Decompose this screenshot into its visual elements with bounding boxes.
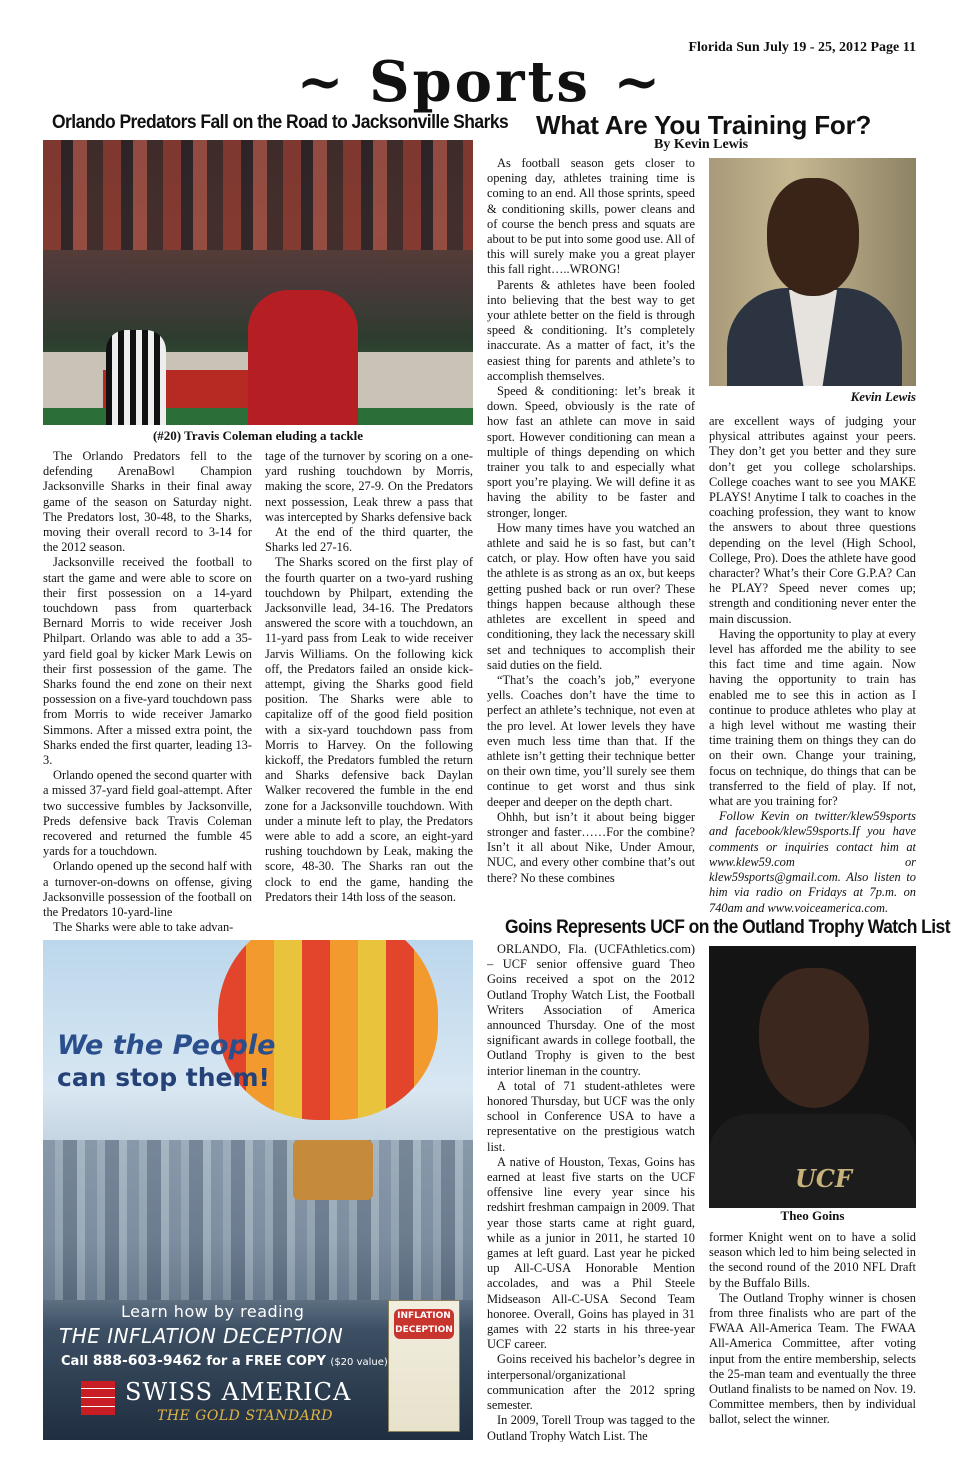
paragraph: tage of the turnover by scoring on a one-yard rushing touchdown by Morris, making the score, 27-9. On the Predators next possession, Leak threw a pass that was intercepted by Sharks defensive back bbox=[265, 449, 473, 524]
article-headline-predators: Orlando Predators Fall on the Road to Jacksonville Sharks bbox=[52, 112, 509, 133]
paragraph: As football season gets closer to opening day, athletes training time is coming to an end. All those sprints, speed & conditioning skills, power cleans and of course the bench press and squats are about to be put into some good use. All of this will surely make you a great player this fall right…..WRONG! bbox=[487, 156, 695, 277]
paragraph: The Orlando Predators fell to the defending ArenaBowl Champion Jacksonville Sharks in their final away game of the season on Saturday night. The Predators lost, 30-48, to the Sharks, moving their overall record to 3-14 for the 2012 season. bbox=[43, 449, 252, 555]
city-skyline-graphic bbox=[43, 1140, 473, 1300]
paragraph: Parents & athletes have been fooled into believing that the best way to get your athlete better on the field is through speed & conditioning. It’s completely inaccurate. As a matter of fact, it’s the easiest thing for parents and athlete’s to accomplish themselves. bbox=[487, 277, 695, 383]
paragraph: “That’s the coach’s job,” everyone yells. Coaches don’t have the time to perfect an athlete’s technique, not even at the pro level. At lower levels they have even much less time than that. If the athlete isn’t getting their technique better on their own time, you’ll surely see them continue to get worst and thus sink deeper and deeper on the depth chart. bbox=[487, 672, 695, 809]
paragraph: Ohhh, but isn’t it about being bigger stronger and faster……For the combine? Isn’t it all about Nike, Under Amour, NUC, and every other combine that’s out there? No these combines bbox=[487, 809, 695, 885]
ad-call-line bbox=[61, 1353, 388, 1369]
football-action-photo bbox=[43, 140, 473, 425]
ad-call-prefix: Call bbox=[61, 1354, 89, 1369]
article-headline-training: What Are You Training For? bbox=[536, 110, 872, 140]
paragraph: A native of Houston, Texas, Goins has earned at least five starts on the UCF offensive line every year since his redshirt freshman campaign in 2009. That year those starts came at right guard, while as a junior in 2011, he started 10 games at left guard. Last year he picked up All-C-USA Honorable Mention accolades, and was a Phil Steele Midseason All-C-USA Second Team honoree. Overall, Goins has played in 31 games with 22 starts in his three-year UCF career. bbox=[487, 1154, 695, 1352]
paragraph: Goins received his bachelor’s degree in interpersonal/organizational communication after the 2012 spring semester. bbox=[487, 1352, 695, 1413]
paragraph: A total of 71 student-athletes were honored Thursday, but UCF was the only school in Conference USA to have a representative on the prestigious watch list. bbox=[487, 1078, 695, 1154]
paragraph: are excellent ways of judging your physical attributes against your peers. They don’t get you better and they sure don’t get you college scholarships. College coaches want to see you MAKE PLAYS! Anytime I talk to coaches in the coaching profession, they want to know the answers to about three questions depending on the level (High School, College, Pro). Does the athlete have good character? What’s their Core G.P.A? Can he PLAY? Speed never comes up; strength and conditioning never enter the main discussion. bbox=[709, 414, 916, 626]
ball-carrier-figure bbox=[248, 290, 358, 425]
ad-book-title: THE INFLATION DECEPTION bbox=[59, 1324, 344, 1348]
paragraph: The Sharks scored on the first play of the fourth quarter on a two-yard rushing touchdown by Philpart, extending the Jacksonville lead, 34-16. The Predators answered the score with a touchdown, an 11-yard pass from Leak to wide receiver Jarvis Williams. On the following kick off, the Predators failed an onside kick-attempt, giving the Sharks good field position. The Sharks were able to capitalize off of the good field position with a six-yard touchdown pass from Morris to Harvey. On the following kickoff, the Predators fumbled the return and Sharks defensive back Daylan Walker recovered the fumble in the end zone for a Jacksonville touchdown. With under a minute left to play, the Predators were able to add a score, an eight-yard rushing touchdown by Leak, making the score, 48-30. The Sharks ran out the clock to end the game, handing the Predators their 14th loss of the season. bbox=[265, 555, 473, 904]
paragraph: Jacksonville received the football to start the game and were able to score on their first possession on a 14-yard touchdown pass from quarterback Bernard Morris to wide receiver Josh Philpart. Orlando was able to add a 35-yard field goal by kicker Mark Lewis on their first possession of the game. The Sharks found the end zone on their next possession on a five-yard touchdown pass from Morris to wide receiver Jamarko Simmons. After a missed extra point, the Sharks ended the first quarter, leading 13-3. bbox=[43, 555, 252, 768]
ad-slogan-line1: We the People bbox=[57, 1030, 276, 1061]
paragraph: Orlando opened the second quarter with a missed 37-yard field goal-attempt. After two successive fumbles by Jacksonville, Preds defensive back Travis Coleman recovered and returned the fumble 45 yards for a touchdown. bbox=[43, 768, 252, 859]
ad-company-logo: SWISS AMERICA bbox=[125, 1378, 352, 1406]
kevin-lewis-portrait bbox=[709, 158, 916, 386]
photo-caption-kevin: Kevin Lewis bbox=[850, 389, 916, 404]
paragraph: Orlando opened up the second half with a turnover-on-downs on offense, giving Jacksonville possession of the football on the Predators 10-yard-line bbox=[43, 859, 252, 920]
paragraph: Speed & conditioning: let’s break it down. Speed, obviously is the rate of how fast an athlete can move in said sport. However conditioning can mean a multiple of things depending on which trainer you talk to and especially what sport you’re playing. We will define it as having the ability to be faster and stronger, longer. bbox=[487, 384, 695, 520]
swiss-flag-icon bbox=[81, 1381, 115, 1415]
article-byline: By Kevin Lewis bbox=[654, 137, 749, 152]
ad-slogan-line2: can stop them! bbox=[57, 1063, 270, 1092]
paragraph: former Knight went on to have a solid season which led to him being selected in the second round of the 2010 NFL Draft by the Buffalo Bills. bbox=[709, 1230, 916, 1290]
ad-value-note: ($20 value) bbox=[330, 1357, 388, 1368]
section-masthead: ~ Sports ~ bbox=[296, 49, 664, 115]
paragraph: The Sharks were able to take advan- bbox=[53, 920, 234, 935]
article1-column2 bbox=[265, 449, 473, 937]
balloon-basket-graphic bbox=[293, 1140, 373, 1200]
referee-figure bbox=[106, 330, 166, 425]
article3-column1 bbox=[487, 942, 695, 1442]
article1-column1 bbox=[43, 449, 252, 937]
photo-caption-coleman: (#20) Travis Coleman eluding a tackle bbox=[152, 428, 364, 443]
paragraph: Having the opportunity to play at every level has afforded me the ability to see this fact time and time again. Now having the opportunity to train has enabled me to see this in action as I continue to produce athletes who play at a high level without me wasting their time training them on things they can do on their own. Change your training, focus on technique, do things that can be transferred to the field of play. If not, what are you training for? bbox=[709, 626, 916, 809]
book-cover-image bbox=[388, 1300, 460, 1432]
author-footnote: Follow Kevin on twitter/klew59sports and facebook/klew59sports.If you have comments or inquiries contact him at www.klew59.com or klew59sports@gmail.com. Also listen to him via radio on Fridays at 7p.m. on 740am and www.voiceamerica.com. bbox=[709, 809, 916, 914]
paragraph: ORLANDO, Fla. (UCFAthletics.com) – UCF senior offensive guard Theo Goins received a spot on the 2012 Outland Trophy Watch List, the Football Writers Association of America announced Thursday. One of the most significant awards in college football, the Outland Trophy is given to the best interior lineman in the country. bbox=[487, 942, 695, 1078]
ad-call-suffix: for a FREE COPY bbox=[206, 1354, 326, 1369]
article2-column2 bbox=[709, 414, 916, 914]
ad-phone-number[interactable]: 888-603-9462 bbox=[92, 1353, 202, 1369]
swiss-america-advertisement[interactable] bbox=[43, 940, 473, 1440]
photo-caption-goins: Theo Goins bbox=[780, 1208, 845, 1223]
ad-learn-text: Learn how by reading bbox=[121, 1302, 305, 1321]
paragraph: In 2009, Torell Troup was tagged to the Outland Trophy Watch List. The bbox=[487, 1413, 695, 1442]
ad-tagline: THE GOLD STANDARD bbox=[157, 1408, 333, 1424]
article2-column1 bbox=[487, 156, 695, 913]
theo-goins-portrait bbox=[709, 946, 916, 1208]
paragraph: How many times have you watched an athlete and said he is so fast, but can’t catch, or play. How often have you said the athlete is as strong as an ox, but keeps getting pushed back or run over? These things happen because although these athletes are excellent in speed and conditioning, they lack the necessary skill set and techniques to accomplish their said duties on the field. bbox=[487, 520, 695, 672]
paragraph: The Outland Trophy winner is chosen from three finalists who are part of the FWAA All-America Team. The FWAA All-America Committee, after voting input from the entire membership, selects the 25-man team and eventually the three Outland finalists to be named on Nov. 19. Committee members, then by individual ballot, select the winner. bbox=[709, 1290, 916, 1427]
article3-column2 bbox=[709, 1230, 916, 1444]
page-folio: Florida Sun July 19 - 25, 2012 Page 11 bbox=[688, 40, 916, 55]
book-cover-title: INFLATION DECEPTION bbox=[394, 1309, 454, 1339]
ucf-logo-icon: UCF bbox=[795, 1164, 853, 1193]
paragraph: At the end of the third quarter, the Sharks led 27-16. bbox=[265, 525, 473, 555]
article-headline-goins: Goins Represents UCF on the Outland Trophy Watch List bbox=[505, 917, 951, 938]
